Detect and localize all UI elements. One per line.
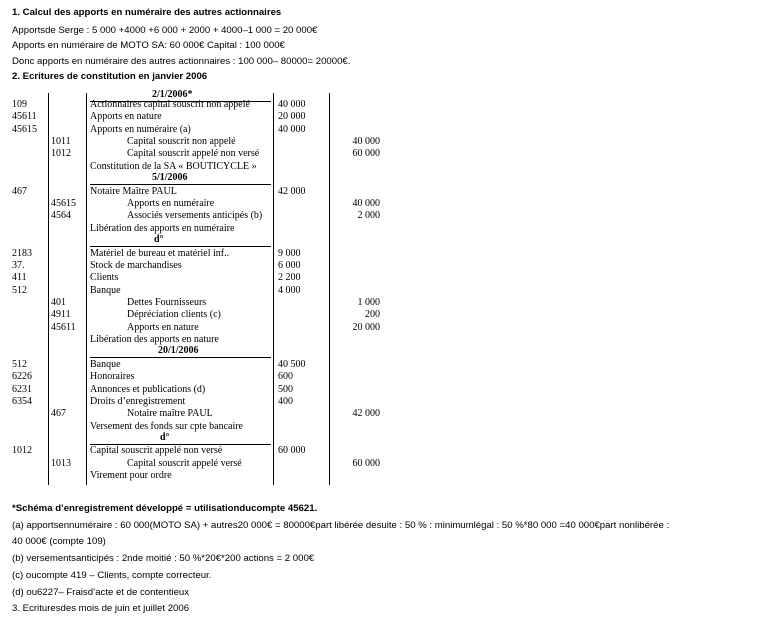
debit-amount: 42 000 — [278, 185, 306, 197]
credit-amount: 200 — [365, 309, 380, 321]
line-label: Apports en numéraire — [127, 197, 215, 209]
journal-line — [0, 210, 778, 222]
debit-amount: 500 — [278, 383, 293, 395]
note-d: (d) ou6227– Fraisd’acte et de contentieux — [12, 587, 190, 598]
journal-line — [0, 421, 778, 433]
note-b: (b) versementsanticipés : 2nde moitié : 50 %*20€*200 actions = 2 000€ — [12, 553, 315, 564]
account-debit-number: 1012 — [12, 445, 32, 457]
account-credit-number: 1013 — [51, 457, 71, 469]
credit-amount: 60 000 — [352, 148, 380, 160]
line-label: Droits d’enregistrement — [90, 395, 186, 407]
account-credit-number: 4564 — [51, 210, 71, 222]
journal-line — [0, 136, 778, 148]
debit-amount: 400 — [278, 395, 293, 407]
account-debit-number: 512 — [12, 358, 27, 370]
journal-line — [0, 186, 778, 198]
debit-amount: 40 500 — [278, 358, 306, 370]
line-label: Libération des apports en numéraire — [90, 222, 235, 234]
heading-calcul-apports: 1. Calcul des apports en numéraire des autres actionnaires — [12, 7, 282, 18]
account-credit-number: 45615 — [51, 197, 76, 209]
account-debit-number: 45615 — [12, 123, 37, 135]
account-debit-number: 6231 — [12, 383, 32, 395]
journal-line — [0, 285, 778, 297]
journal-line — [0, 248, 778, 260]
line-label: Clients — [90, 272, 119, 284]
line-label: Versement des fonds sur cpte bancaire — [90, 420, 243, 432]
credit-amount: 2 000 — [357, 210, 380, 222]
journal-line — [0, 458, 778, 470]
line-label: Annonces et publications (d) — [90, 383, 206, 395]
line-label: Capital souscrit appelé non versé — [90, 445, 223, 457]
account-credit-number: 401 — [51, 296, 66, 308]
debit-amount: 9 000 — [278, 247, 301, 259]
debit-amount: 2 200 — [278, 272, 301, 284]
account-credit-number: 1012 — [51, 148, 71, 160]
line-label: Matériel de bureau et matériel inf.. — [90, 247, 230, 259]
line-label: Stock de marchandises — [90, 259, 182, 271]
credit-amount: 20 000 — [352, 321, 380, 333]
journal-ledger — [0, 89, 778, 485]
note-c: (c) oucompte 419 – Clients, compte correcteur. — [12, 570, 212, 581]
entry-date-header — [90, 172, 271, 185]
journal-line — [0, 260, 778, 272]
journal-line — [0, 161, 778, 173]
line-label: Libération des apports en nature — [90, 333, 219, 345]
line-label: Virement pour ordre — [90, 470, 172, 482]
line-label: Apports en nature — [90, 111, 162, 123]
heading-ecritures-juin-juillet: 3. Ecrituresdes mois de juin et juillet 2006 — [12, 603, 190, 614]
line-label: Associés versements anticipés (b) — [127, 210, 263, 222]
journal-line — [0, 396, 778, 408]
account-credit-number: 45611 — [51, 321, 76, 333]
text-apports-autres: Donc apports en numéraire des autres actionnaires : 100 000– 80000= 20000€. — [12, 56, 351, 67]
journal-line — [0, 408, 778, 420]
journal-line — [0, 297, 778, 309]
account-debit-number: 109 — [12, 99, 27, 110]
entry-date-header — [90, 234, 271, 247]
entry-date-header — [90, 345, 271, 358]
credit-amount: 42 000 — [352, 408, 380, 420]
credit-amount: 1 000 — [357, 296, 380, 308]
line-label: Honoraires — [90, 371, 135, 383]
debit-amount: 4 000 — [278, 284, 301, 296]
journal-line — [0, 334, 778, 346]
note-a-line1: (a) apportsennuméraire : 60 000(MOTO SA) + autres20 000€ = 80000€part libérée desuite : 50 % : minimumlégal : 50 %*80 000 =40 000€part nonlibérée : — [12, 520, 670, 531]
entry-date: d° — [160, 431, 170, 443]
entry-date: 5/1/2006 — [152, 172, 188, 184]
line-label: Constitution de la SA « BOUTICYCLE » — [90, 160, 257, 172]
account-debit-number: 411 — [12, 272, 27, 284]
journal-line — [0, 99, 778, 111]
entry-date: 2/1/2006* — [152, 89, 193, 100]
journal-line — [0, 371, 778, 383]
heading-ecritures-constitution: 2. Ecritures de constitution en janvier 2006 — [12, 71, 208, 82]
line-label: Capital souscrit appelé versé — [127, 457, 242, 469]
journal-line — [0, 309, 778, 321]
line-label: Dépréciation clients (c) — [127, 309, 221, 321]
line-label: Actionnaires capital souscrit non appelé — [90, 99, 250, 110]
account-debit-number: 6226 — [12, 371, 32, 383]
journal-line — [0, 198, 778, 210]
debit-amount: 20 000 — [278, 111, 306, 123]
note-schema: *Schéma d’enregistrement développé = utilisationducompte 45621. — [12, 503, 318, 514]
note-a-line2: 40 000€ (compte 109) — [12, 536, 106, 547]
debit-amount: 6 000 — [278, 259, 301, 271]
line-label: Banque — [90, 358, 121, 370]
line-label: Banque — [90, 284, 121, 296]
journal-line — [0, 445, 778, 457]
account-credit-number: 4911 — [51, 309, 71, 321]
text-apports-moto: Apports en numéraire de MOTO SA: 60 000€ Capital : 100 000€ — [12, 40, 285, 51]
account-debit-number: 512 — [12, 284, 27, 296]
line-label: Notaire maître PAUL — [127, 408, 213, 420]
account-debit-number: 467 — [12, 185, 27, 197]
entry-date: 20/1/2006 — [158, 345, 199, 357]
line-label: Notaire Maître PAUL — [90, 185, 177, 197]
debit-amount: 600 — [278, 371, 293, 383]
entry-date-header — [90, 432, 271, 445]
journal-line — [0, 124, 778, 136]
journal-line — [0, 272, 778, 284]
account-debit-number: 37. — [12, 259, 25, 271]
text-apports-serge: Apportsde Serge : 5 000 +4000 +6 000 + 2000 + 4000–1 000 = 20 000€ — [12, 25, 318, 36]
debit-amount: 40 000 — [278, 99, 306, 110]
account-debit-number: 45611 — [12, 111, 37, 123]
account-debit-number: 6354 — [12, 395, 32, 407]
credit-amount: 40 000 — [352, 197, 380, 209]
debit-amount: 40 000 — [278, 123, 306, 135]
credit-amount: 60 000 — [352, 457, 380, 469]
journal-line — [0, 384, 778, 396]
line-label: Dettes Fournisseurs — [127, 296, 207, 308]
line-label: Capital souscrit non appelé — [127, 136, 236, 148]
entry-date: d° — [154, 234, 164, 245]
credit-amount: 40 000 — [352, 136, 380, 148]
account-debit-number: 2183 — [12, 247, 32, 259]
line-label: Capital souscrit appelé non versé — [127, 148, 260, 160]
journal-line — [0, 322, 778, 334]
journal-line — [0, 359, 778, 371]
line-label: Apports en numéraire (a) — [90, 123, 191, 135]
journal-line — [0, 223, 778, 235]
journal-line — [0, 148, 778, 160]
journal-line — [0, 470, 778, 482]
account-credit-number: 467 — [51, 408, 66, 420]
account-credit-number: 1011 — [51, 136, 71, 148]
debit-amount: 60 000 — [278, 445, 306, 457]
journal-line — [0, 111, 778, 123]
line-label: Apports en nature — [127, 321, 199, 333]
